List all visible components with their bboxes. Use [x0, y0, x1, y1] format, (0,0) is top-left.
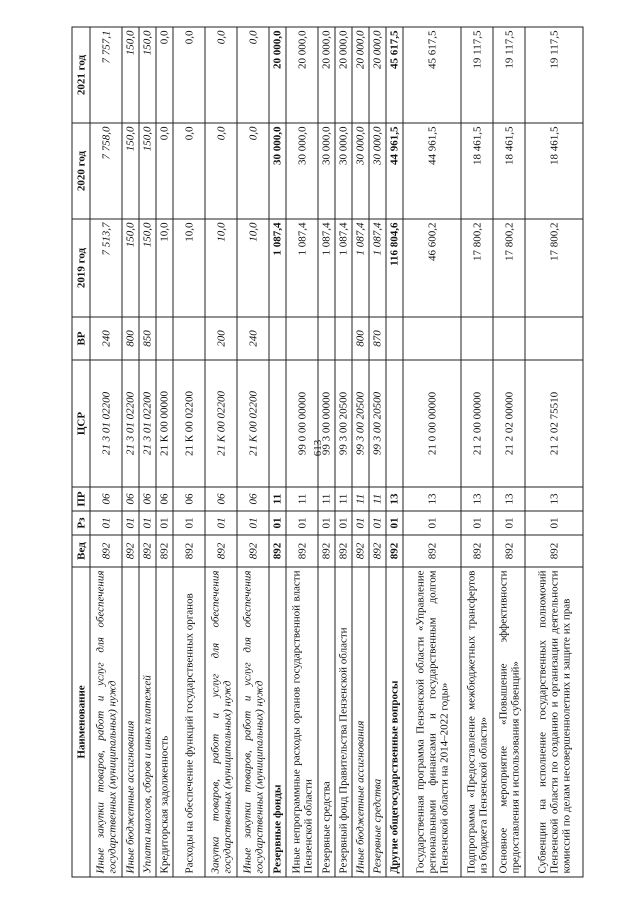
table-row [352, 27, 369, 877]
cell-name: Иные бюджетные ассигнования [122, 567, 139, 877]
table-row [525, 27, 583, 877]
cell-2019: 1 087,4 [318, 219, 335, 317]
page-number: 613 [312, 439, 324, 457]
table-row [139, 27, 156, 877]
cell-pr: 11 [352, 487, 369, 511]
cell-ved: 892 [237, 535, 269, 567]
cell-2019: 10,0 [156, 219, 173, 317]
cell-pr: 13 [493, 487, 525, 511]
cell-2021: 7 757,1 [90, 27, 122, 123]
cell-vr [386, 317, 403, 360]
cell-pr: 11 [335, 487, 352, 511]
cell-rz: 01 [156, 511, 173, 535]
table-row [122, 27, 139, 877]
table-row [286, 27, 318, 877]
header-ved: Вед [72, 535, 90, 567]
cell-2020: 30 000,0 [318, 123, 335, 219]
cell-csr: 21 3 01 02200 [122, 360, 139, 487]
cell-rz: 01 [461, 511, 493, 535]
cell-vr [318, 317, 335, 360]
cell-csr: 99 3 00 00000 [318, 360, 335, 487]
cell-2019: 116 804,6 [386, 219, 403, 317]
cell-2019: 7 513,7 [90, 219, 122, 317]
cell-csr: 21 К 00 02200 [173, 360, 205, 487]
table-row [269, 27, 286, 877]
table-row [156, 27, 173, 877]
cell-vr [269, 317, 286, 360]
cell-2021: 20 000,0 [335, 27, 352, 123]
cell-pr: 13 [403, 487, 461, 511]
cell-pr: 13 [386, 487, 403, 511]
cell-csr: 21 3 01 02200 [139, 360, 156, 487]
cell-2021: 45 617,5 [386, 27, 403, 123]
cell-vr [493, 317, 525, 360]
cell-2021: 19 117,5 [525, 27, 583, 123]
header-2019: 2019 год [72, 219, 90, 317]
cell-pr: 11 [318, 487, 335, 511]
cell-rz: 01 [369, 511, 386, 535]
cell-rz: 01 [386, 511, 403, 535]
cell-2021: 0,0 [156, 27, 173, 123]
cell-pr: 11 [269, 487, 286, 511]
cell-rz: 01 [493, 511, 525, 535]
header-vr: ВР [72, 317, 90, 360]
cell-2019: 1 087,4 [352, 219, 369, 317]
table-row [403, 27, 461, 877]
cell-ved: 892 [156, 535, 173, 567]
rotated-page-content [72, 28, 572, 878]
cell-pr: 06 [173, 487, 205, 511]
cell-name: Иные бюджетные ассигнования [352, 567, 369, 877]
cell-2021: 20 000,0 [369, 27, 386, 123]
cell-vr: 800 [122, 317, 139, 360]
cell-rz: 01 [122, 511, 139, 535]
cell-rz: 01 [352, 511, 369, 535]
cell-ved: 892 [90, 535, 122, 567]
cell-rz: 01 [173, 511, 205, 535]
cell-name: Резервные средства [369, 567, 386, 877]
cell-csr: 99 3 00 20500 [335, 360, 352, 487]
cell-ved: 892 [335, 535, 352, 567]
cell-name: Иные закупки товаров, работ и услуг для обеспечения государственных (муниципальных) нужд [90, 567, 122, 877]
cell-ved: 892 [286, 535, 318, 567]
cell-pr: 06 [237, 487, 269, 511]
cell-2020: 0,0 [156, 123, 173, 219]
cell-name: Резервные средства [318, 567, 335, 877]
header-csr: ЦСР [72, 360, 90, 487]
cell-ved: 892 [139, 535, 156, 567]
table-row [90, 27, 122, 877]
cell-2020: 30 000,0 [369, 123, 386, 219]
cell-name: Основное мероприятие «Повышение эффективности предоставления и использования субвенций» [493, 567, 525, 877]
cell-2021: 150,0 [139, 27, 156, 123]
cell-pr: 06 [205, 487, 237, 511]
cell-vr [525, 317, 583, 360]
table-row [493, 27, 525, 877]
cell-2019: 1 087,4 [335, 219, 352, 317]
cell-vr [286, 317, 318, 360]
cell-pr: 13 [461, 487, 493, 511]
cell-csr: 99 3 00 20500 [352, 360, 369, 487]
cell-ved: 892 [369, 535, 386, 567]
cell-ved: 892 [173, 535, 205, 567]
cell-rz: 01 [525, 511, 583, 535]
header-rz: Рз [72, 511, 90, 535]
cell-csr: 21 2 02 00000 [493, 360, 525, 487]
cell-2019: 17 800,2 [461, 219, 493, 317]
cell-rz: 01 [318, 511, 335, 535]
cell-2021: 0,0 [173, 27, 205, 123]
cell-2020: 150,0 [139, 123, 156, 219]
cell-ved: 892 [269, 535, 286, 567]
cell-rz: 01 [286, 511, 318, 535]
cell-2020: 0,0 [237, 123, 269, 219]
cell-csr: 21 3 01 02200 [90, 360, 122, 487]
cell-vr [461, 317, 493, 360]
cell-2019: 17 800,2 [493, 219, 525, 317]
cell-2021: 20 000,0 [269, 27, 286, 123]
cell-2019: 150,0 [139, 219, 156, 317]
cell-2019: 10,0 [237, 219, 269, 317]
table-row [386, 27, 403, 877]
cell-rz: 01 [335, 511, 352, 535]
header-pr: ПР [72, 487, 90, 511]
cell-csr: 21 К 00 00000 [156, 360, 173, 487]
cell-2020: 18 461,5 [461, 123, 493, 219]
cell-csr: 21 К 00 02200 [237, 360, 269, 487]
header-name: Наименование [72, 567, 90, 877]
cell-2021: 0,0 [205, 27, 237, 123]
cell-2021: 20 000,0 [286, 27, 318, 123]
cell-2021: 0,0 [237, 27, 269, 123]
cell-2021: 19 117,5 [461, 27, 493, 123]
cell-ved: 892 [525, 535, 583, 567]
cell-vr: 200 [205, 317, 237, 360]
cell-2019: 10,0 [173, 219, 205, 317]
table-row [318, 27, 335, 877]
cell-csr: 99 3 00 20500 [369, 360, 386, 487]
cell-ved: 892 [461, 535, 493, 567]
cell-pr: 06 [156, 487, 173, 511]
cell-2020: 7 758,0 [90, 123, 122, 219]
cell-vr [156, 317, 173, 360]
cell-pr: 13 [525, 487, 583, 511]
cell-pr: 06 [122, 487, 139, 511]
cell-2020: 44 961,5 [386, 123, 403, 219]
cell-vr [335, 317, 352, 360]
cell-ved: 892 [205, 535, 237, 567]
cell-csr [269, 360, 286, 487]
cell-2020: 18 461,5 [493, 123, 525, 219]
cell-rz: 01 [269, 511, 286, 535]
cell-vr [173, 317, 205, 360]
cell-rz: 01 [139, 511, 156, 535]
cell-2019: 46 600,2 [403, 219, 461, 317]
cell-name: Расходы на обеспечение функций государственных органов [173, 567, 205, 877]
cell-name: Резервный фонд Правительства Пензенской области [335, 567, 352, 877]
cell-2020: 18 461,5 [525, 123, 583, 219]
cell-vr: 240 [237, 317, 269, 360]
cell-2020: 150,0 [122, 123, 139, 219]
cell-vr: 850 [139, 317, 156, 360]
cell-2019: 17 800,2 [525, 219, 583, 317]
cell-name: Иные закупки товаров, работ и услуг для обеспечения государственных (муниципальных) нужд [237, 567, 269, 877]
table-row [369, 27, 386, 877]
cell-rz: 01 [403, 511, 461, 535]
cell-2020: 0,0 [205, 123, 237, 219]
cell-2021: 19 117,5 [493, 27, 525, 123]
cell-name: Уплата налогов, сборов и иных платежей [139, 567, 156, 877]
cell-csr: 21 2 00 00000 [461, 360, 493, 487]
header-2020: 2020 год [72, 123, 90, 219]
header-2021: 2021 год [72, 27, 90, 123]
cell-ved: 892 [493, 535, 525, 567]
cell-ved: 892 [122, 535, 139, 567]
cell-2021: 20 000,0 [352, 27, 369, 123]
cell-2021: 150,0 [122, 27, 139, 123]
table-row [461, 27, 493, 877]
cell-2020: 44 961,5 [403, 123, 461, 219]
cell-2019: 150,0 [122, 219, 139, 317]
cell-vr: 870 [369, 317, 386, 360]
cell-name: Закупка товаров, работ и услуг для обеспечения государственных (муниципальных) нужд [205, 567, 237, 877]
cell-rz: 01 [205, 511, 237, 535]
cell-2019: 1 087,4 [286, 219, 318, 317]
cell-2020: 30 000,0 [286, 123, 318, 219]
cell-pr: 06 [139, 487, 156, 511]
cell-2019: 10,0 [205, 219, 237, 317]
cell-vr [403, 317, 461, 360]
cell-name: Субвенции на исполнение государственных полномочий Пензенской области по созданию и организации деятельности комиссий по делам несовершеннолетних и защите их прав [525, 567, 583, 877]
budget-table [72, 27, 584, 878]
cell-2020: 0,0 [173, 123, 205, 219]
cell-name: Иные непрограммные расходы органов государственной власти Пензенской области [286, 567, 318, 877]
cell-pr: 06 [90, 487, 122, 511]
cell-csr: 99 0 00 00000 [286, 360, 318, 487]
cell-2019: 1 087,4 [269, 219, 286, 317]
cell-vr: 240 [90, 317, 122, 360]
cell-ved: 892 [318, 535, 335, 567]
cell-csr: 21 2 02 75510 [525, 360, 583, 487]
cell-name: Кредиторская задолженность [156, 567, 173, 877]
cell-csr [386, 360, 403, 487]
cell-2020: 30 000,0 [352, 123, 369, 219]
cell-ved: 892 [352, 535, 369, 567]
table-header-row [72, 27, 90, 877]
table-row [173, 27, 205, 877]
cell-name: Другие общегосударственные вопросы [386, 567, 403, 877]
cell-csr: 21 0 00 00000 [403, 360, 461, 487]
cell-rz: 01 [237, 511, 269, 535]
cell-ved: 892 [403, 535, 461, 567]
cell-pr: 11 [286, 487, 318, 511]
table-row [237, 27, 269, 877]
cell-2020: 30 000,0 [335, 123, 352, 219]
cell-csr: 21 К 00 02200 [205, 360, 237, 487]
cell-2021: 20 000,0 [318, 27, 335, 123]
table-row [335, 27, 352, 877]
cell-rz: 01 [90, 511, 122, 535]
cell-2019: 1 087,4 [369, 219, 386, 317]
cell-2020: 30 000,0 [269, 123, 286, 219]
table-row [205, 27, 237, 877]
cell-pr: 11 [369, 487, 386, 511]
cell-ved: 892 [386, 535, 403, 567]
cell-vr: 800 [352, 317, 369, 360]
cell-2021: 45 617,5 [403, 27, 461, 123]
cell-name: Резервные фонды [269, 567, 286, 877]
cell-name: Подпрограмма «Предоставление межбюджетных трансфертов из бюджета Пензенской области» [461, 567, 493, 877]
cell-name: Государственная программа Пензенской области «Управление региональными финансами и государственным долгом Пензенской области на 2014–2022 годы» [403, 567, 461, 877]
